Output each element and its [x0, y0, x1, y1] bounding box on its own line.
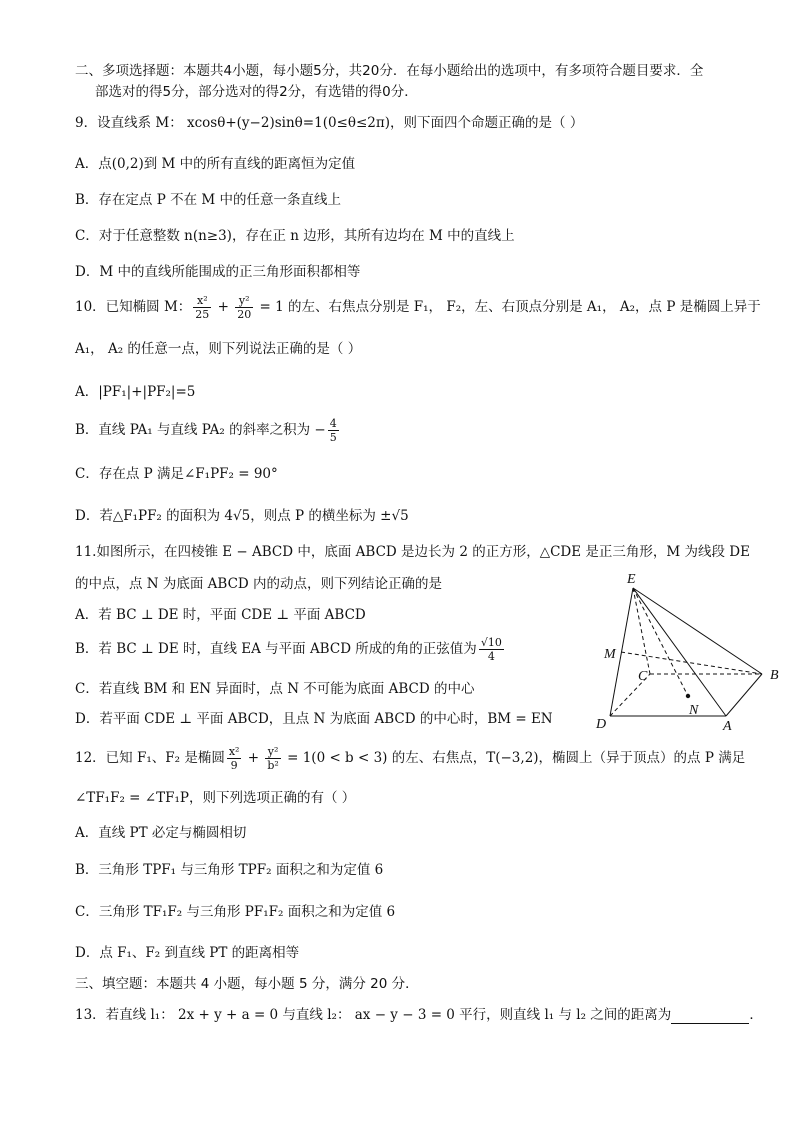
q10-option-c: C．存在点 P 满足∠F₁PF₂ = 90°	[75, 466, 278, 482]
q11-stem-line1: 11.如图所示，在四棱锥 E − ABCD 中，底面 ABCD 是边长为 2 的正方形，△CDE 是正三角形，M 为线段 DE	[75, 544, 750, 560]
q10-fraction-x	[193, 294, 211, 321]
q10-option-b-text: B．直线 PA₁ 与直线 PA₂ 的斜率之积为 −	[75, 422, 326, 438]
section2-header-line1: 二、多项选择题：本题共4小题，每小题5分，共20分．在每小题给出的选项中，有多项符合题目要求．全	[75, 63, 704, 79]
label-e: E	[627, 572, 636, 587]
q10-option-b-fraction	[328, 417, 339, 444]
edge-EB	[633, 588, 762, 674]
section3-header: 三、填空题：本题共 4 小题，每小题 5 分，满分 20 分．	[75, 976, 419, 992]
q11-b-num: √10	[480, 636, 502, 649]
q11-option-a: A．若 BC ⊥ DE 时，平面 CDE ⊥ 平面 ABCD	[75, 607, 366, 623]
q12-plus: +	[243, 750, 264, 766]
answer-blank[interactable]	[671, 1009, 749, 1024]
point-n-dot	[686, 694, 690, 698]
q10-b-den: 5	[329, 431, 337, 444]
q13-stem-text: 13．若直线 l₁： 2x + y + a = 0 与直线 l₂： ax − y − 3 = 0 平行，则直线 l₁ 与 l₂ 之间的距离为	[75, 1007, 672, 1023]
q12-f1-den: 9	[230, 759, 238, 772]
q12-option-c: C．三角形 TF₁F₂ 与三角形 PF₁F₂ 面积之和为定值 6	[75, 904, 396, 920]
section2-header-line2: 部选对的得5分，部分选对的得2分，有选错的得0分．	[95, 84, 418, 100]
label-b: B	[770, 668, 779, 683]
label-m: M	[604, 647, 616, 662]
q10-stem-line1	[75, 294, 761, 321]
q12-stem-pre: 12．已知 F₁、F₂ 是椭圆	[75, 750, 225, 766]
q12-fraction-x	[227, 745, 242, 772]
q12-option-a: A．直线 PT 必定与椭圆相切	[75, 825, 247, 841]
q10-stem-post: = 1 的左、右焦点分别是 F₁， F₂，左、右顶点分别是 A₁， A₂，点 P 是椭圆上异于	[255, 299, 761, 315]
q9-option-d: D．M 中的直线所能围成的正三角形面积都相等	[75, 264, 361, 280]
q9-option-a: A．点(0,2)到 M 中的所有直线的距离恒为定值	[75, 156, 356, 172]
q12-option-d: D．点 F₁、F₂ 到直线 PT 的距离相等	[75, 945, 300, 961]
q12-f2-num: y²	[265, 745, 280, 759]
q10-option-b	[75, 417, 341, 444]
edge-EC	[633, 588, 650, 674]
q10-f2-den: 20	[237, 308, 252, 321]
q12-f1-num: x²	[228, 745, 240, 758]
q13-stem	[75, 1006, 763, 1024]
q10-f2-num: y²	[235, 294, 253, 308]
q10-f1-num: x²	[193, 294, 211, 308]
q10-option-a: A．|PF₁|+|PF₂|=5	[75, 384, 196, 400]
q12-stem-post: = 1(0 < b < 3) 的左、右焦点，T(−3,2)，椭圆上（异于顶点）的点 P 满足	[282, 750, 746, 766]
q12-f2-den: b²	[267, 759, 279, 772]
label-d: D	[596, 717, 607, 732]
q12-stem-line2: ∠TF₁F₂ = ∠TF₁P，则下列选项正确的有（ ）	[75, 790, 356, 806]
q11-option-c: C．若直线 BM 和 EN 异面时，点 N 不可能为底面 ABCD 的中心	[75, 681, 475, 697]
q10-stem-pre: 10．已知椭圆 M：	[75, 299, 192, 315]
q11-b-den: 4	[487, 650, 495, 663]
q13-stem-end: ．	[749, 1007, 763, 1023]
label-a: A	[723, 719, 732, 734]
label-c: C	[638, 669, 648, 684]
q9-option-c: C．对于任意整数 n(n≥3)，存在正 n 边形，其所有边均在 M 中的直线上	[75, 228, 515, 244]
q10-b-num: 4	[329, 417, 337, 430]
q10-stem-line2: A₁， A₂ 的任意一点，则下列说法正确的是（ ）	[75, 341, 362, 357]
q12-fraction-y	[265, 745, 280, 772]
q12-stem-line1	[75, 745, 745, 772]
q11-option-b-text: B．若 BC ⊥ DE 时，直线 EA 与平面 ABCD 所成的角的正弦值为	[75, 641, 477, 657]
q10-fraction-y	[235, 294, 253, 321]
edge-EA	[633, 588, 726, 716]
q11-stem-line2: 的中点，点 N 为底面 ABCD 内的动点，则下列结论正确的是	[75, 576, 443, 592]
q11-option-b	[75, 636, 506, 663]
q12-option-b: B．三角形 TPF₁ 与三角形 TPF₂ 面积之和为定值 6	[75, 862, 384, 878]
label-n: N	[689, 703, 699, 718]
q11-option-b-fraction	[479, 636, 504, 663]
q10-option-d: D．若△F₁PF₂ 的面积为 4√5，则点 P 的横坐标为 ±√5	[75, 508, 409, 524]
edge-AB	[726, 674, 762, 716]
q9-option-b: B．存在定点 P 不在 M 中的任意一条直线上	[75, 192, 341, 208]
q10-plus: +	[213, 299, 234, 315]
q11-option-d: D．若平面 CDE ⊥ 平面 ABCD，且点 N 为底面 ABCD 的中心时，BM = EN	[75, 711, 553, 727]
q10-f1-den: 25	[195, 308, 210, 321]
q9-stem: 9．设直线系 M： xcosθ+(y−2)sinθ=1(0≤θ≤2π)，则下面四个命题正确的是（ ）	[75, 115, 584, 131]
pyramid-figure	[590, 570, 790, 736]
